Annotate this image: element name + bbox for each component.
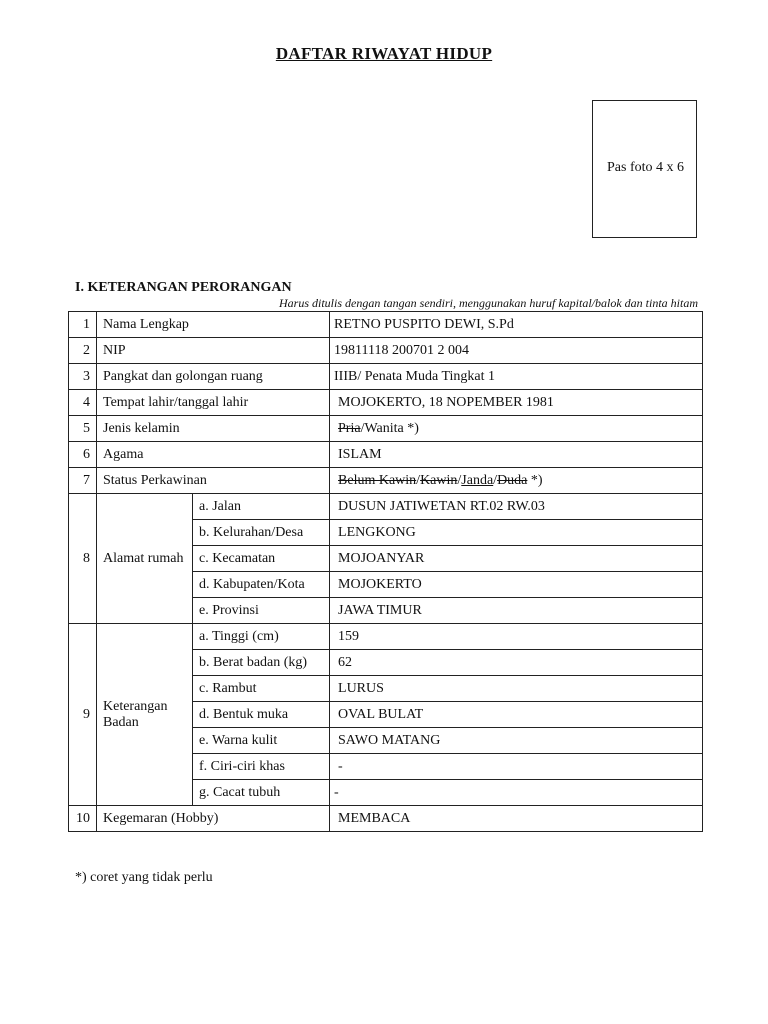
sub-value: - (330, 754, 703, 780)
section-title: I. KETERANGAN PERORANGAN (75, 280, 292, 295)
footnote: *) coret yang tidak perlu (75, 870, 213, 885)
row-label: Keterangan Badan (97, 624, 193, 806)
row-value: IIIB/ Penata Muda Tingkat 1 (330, 364, 703, 390)
personal-info-table (68, 311, 703, 832)
sub-value: LENGKONG (330, 520, 703, 546)
row-number: 10 (69, 806, 97, 832)
sub-label: a. Jalan (193, 494, 330, 520)
row-label: Agama (97, 442, 330, 468)
sub-value: MOJOANYAR (330, 546, 703, 572)
sub-label: d. Kabupaten/Kota (193, 572, 330, 598)
row-value: MOJOKERTO, 18 NOPEMBER 1981 (330, 390, 703, 416)
photo-box (592, 100, 697, 238)
marital-option-struck: Duda (497, 472, 528, 488)
row-number: 2 (69, 338, 97, 364)
table-row (69, 390, 703, 416)
sub-value: JAWA TIMUR (330, 598, 703, 624)
row-number: 8 (69, 494, 97, 624)
row-number: 9 (69, 624, 97, 806)
row-label: Tempat lahir/tanggal lahir (97, 390, 330, 416)
gender-option-selected: Wanita (364, 420, 404, 436)
row-number: 4 (69, 390, 97, 416)
sub-label: d. Bentuk muka (193, 702, 330, 728)
gender-options (330, 416, 703, 442)
sub-label: b. Kelurahan/Desa (193, 520, 330, 546)
row-label: NIP (97, 338, 330, 364)
row-value: 19811118 200701 2 004 (330, 338, 703, 364)
footnote-mark: *) (403, 420, 419, 436)
sub-value: 159 (330, 624, 703, 650)
sub-label: c. Rambut (193, 676, 330, 702)
separator: / (457, 472, 462, 488)
photo-label: Pas foto 4 x 6 (607, 160, 684, 175)
marital-option-struck: Kawin (420, 472, 458, 488)
marital-options (330, 468, 703, 494)
row-label: Pangkat dan golongan ruang (97, 364, 330, 390)
separator: / (360, 420, 365, 436)
row-number: 1 (69, 312, 97, 338)
table-row (69, 364, 703, 390)
table-row (69, 416, 703, 442)
separator: / (493, 472, 498, 488)
row-label: Jenis kelamin (97, 416, 330, 442)
table-row (69, 468, 703, 494)
sub-value: LURUS (330, 676, 703, 702)
table-row (69, 806, 703, 832)
row-number: 3 (69, 364, 97, 390)
sub-value: MOJOKERTO (330, 572, 703, 598)
marital-option-struck: Belum Kawin (338, 472, 417, 488)
row-label: Nama Lengkap (97, 312, 330, 338)
row-label: Kegemaran (Hobby) (97, 806, 330, 832)
sub-label: c. Kecamatan (193, 546, 330, 572)
row-number: 7 (69, 468, 97, 494)
footnote-mark: *) (527, 472, 543, 488)
row-label: Status Perkawinan (97, 468, 330, 494)
row-label: Alamat rumah (97, 494, 193, 624)
sub-value: 62 (330, 650, 703, 676)
sub-label: f. Ciri-ciri khas (193, 754, 330, 780)
row-value: MEMBACA (330, 806, 703, 832)
document-title: DAFTAR RIWAYAT HIDUP (275, 44, 493, 63)
row-number: 5 (69, 416, 97, 442)
separator: / (416, 472, 421, 488)
sub-label: b. Berat badan (kg) (193, 650, 330, 676)
instruction-note: Harus ditulis dengan tangan sendiri, menggunakan huruf kapital/balok dan tinta hitam (279, 296, 698, 310)
table-row (69, 624, 703, 650)
sub-label: e. Provinsi (193, 598, 330, 624)
row-value: ISLAM (330, 442, 703, 468)
table-row (69, 442, 703, 468)
row-value: RETNO PUSPITO DEWI, S.Pd (330, 312, 703, 338)
sub-value: - (330, 780, 703, 806)
gender-option-struck: Pria (338, 420, 361, 436)
table-row (69, 338, 703, 364)
sub-label: e. Warna kulit (193, 728, 330, 754)
sub-label: g. Cacat tubuh (193, 780, 330, 806)
table-row (69, 312, 703, 338)
table-row (69, 494, 703, 520)
sub-value: DUSUN JATIWETAN RT.02 RW.03 (330, 494, 703, 520)
sub-value: SAWO MATANG (330, 728, 703, 754)
row-number: 6 (69, 442, 97, 468)
sub-label: a. Tinggi (cm) (193, 624, 330, 650)
marital-option-selected: Janda (461, 472, 494, 488)
sub-value: OVAL BULAT (330, 702, 703, 728)
